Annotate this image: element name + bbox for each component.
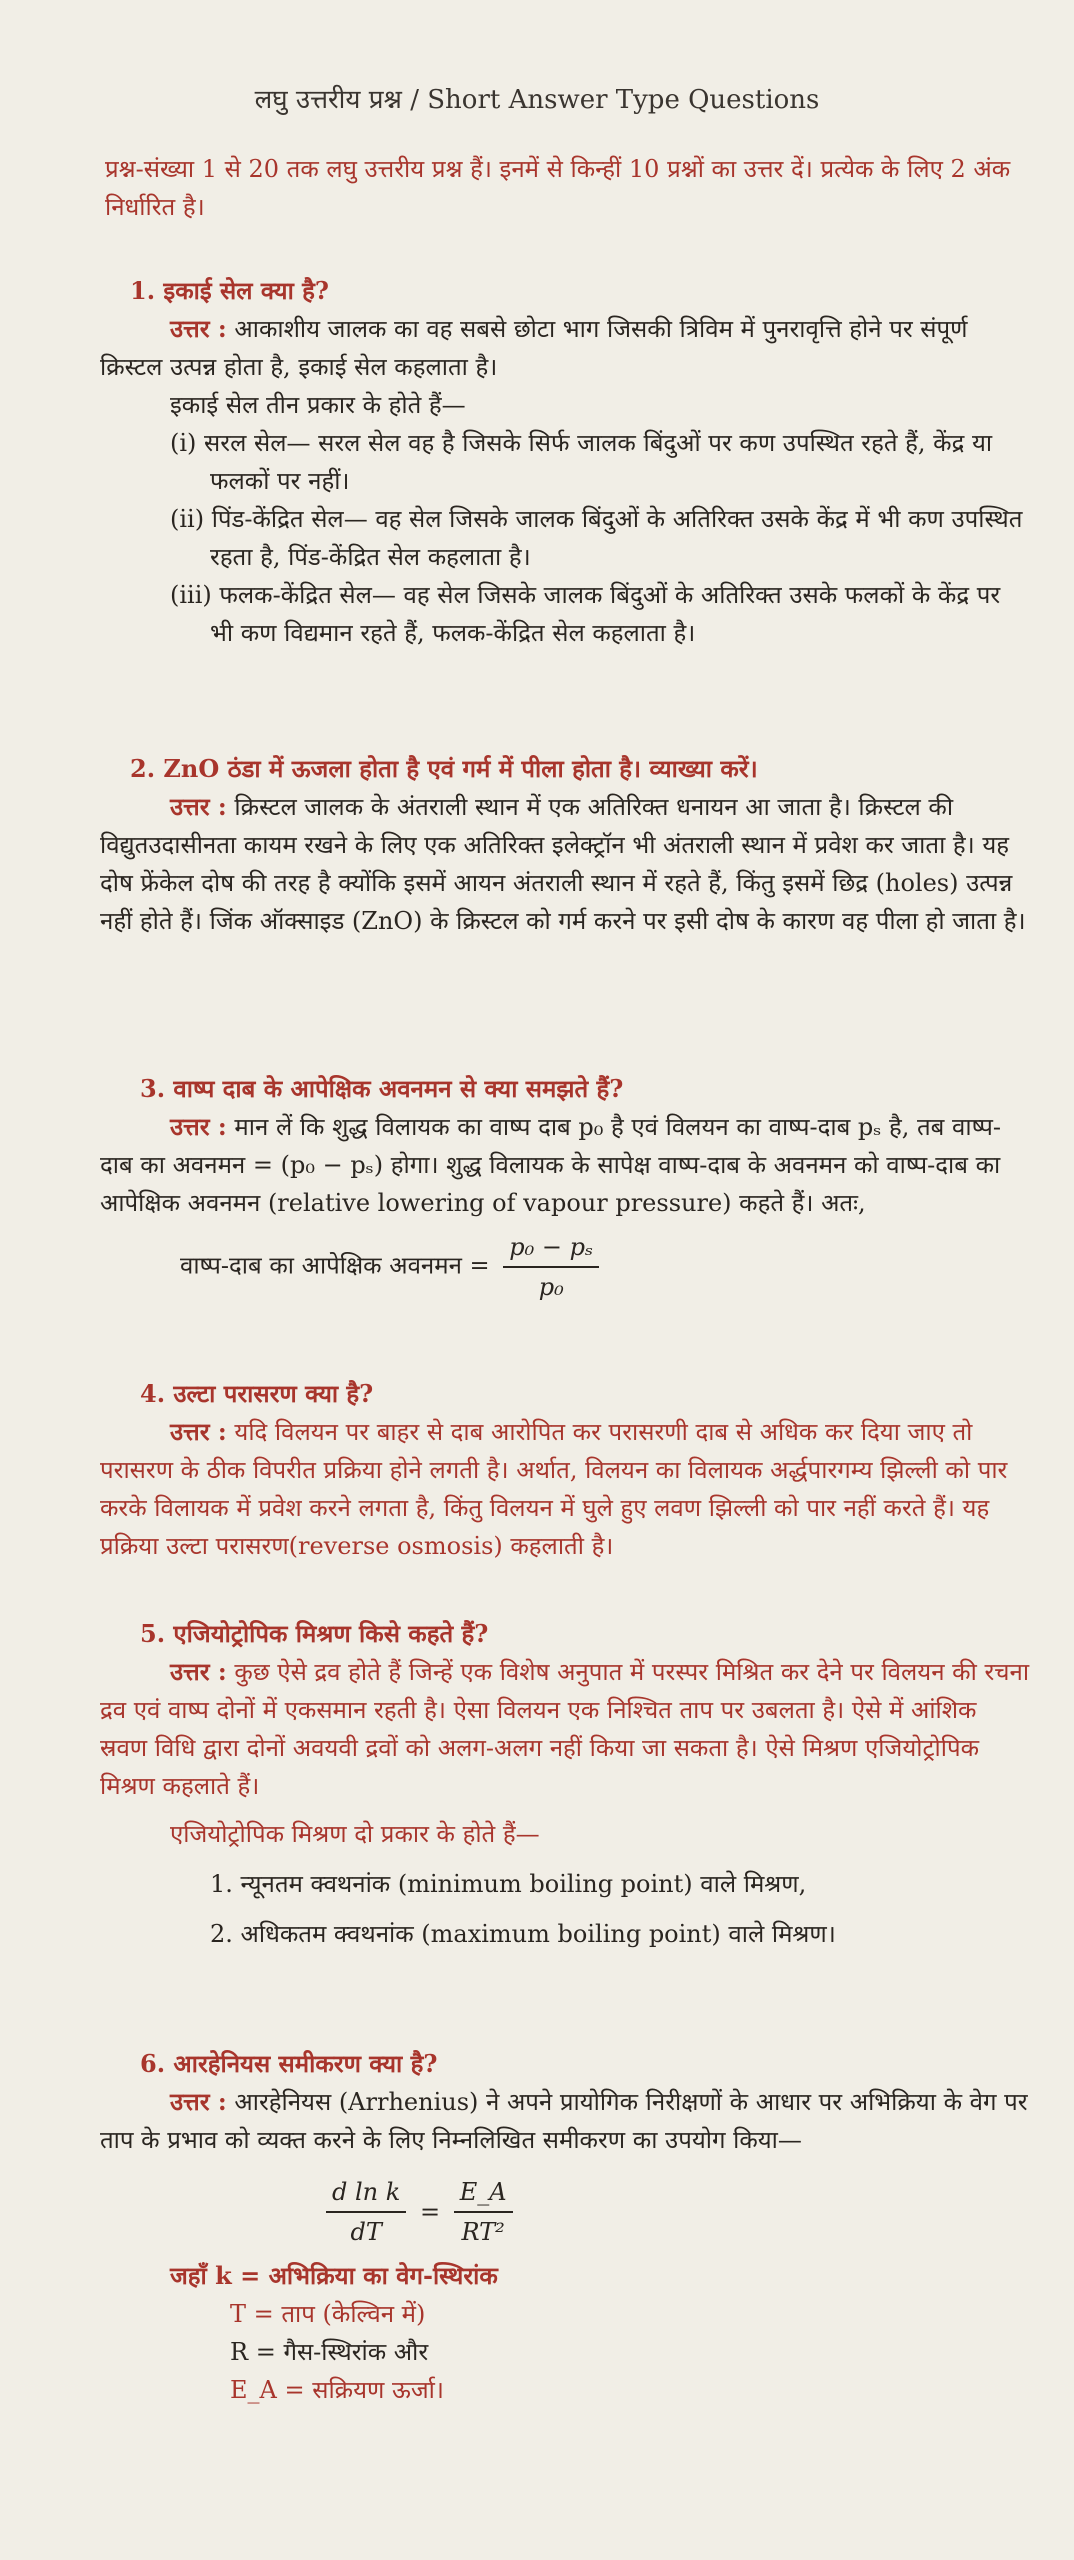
answer-label: उत्तर : bbox=[170, 314, 227, 343]
answer-label: उत्तर : bbox=[170, 1112, 227, 1141]
equation-rhs bbox=[454, 2173, 513, 2251]
equation-definitions bbox=[100, 2257, 1030, 2409]
equation-lhs-numerator: d ln k bbox=[326, 2173, 406, 2213]
q5-item-2: 2. अधिकतम क्वथनांक (maximum boiling point) वाले मिश्रण। bbox=[210, 1920, 836, 1948]
formula-fraction bbox=[503, 1228, 599, 1306]
equation-lhs-denominator: dT bbox=[350, 2218, 382, 2246]
equation-rhs-denominator: RT² bbox=[461, 2218, 505, 2246]
answer-label: उत्तर : bbox=[170, 1657, 227, 1686]
question-2-title: 2. ZnO ठंडा में ऊजला होता है एवं गर्म में पीला होता है। व्याख्या करें। bbox=[130, 754, 758, 783]
answer-4-text: यदि विलयन पर बाहर से दाब आरोपित कर परासरणी दाब से अधिक कर दिया जाए तो परासरण के ठीक विपरीत प्रक्रिया होने लगती है। अर्थात, विलयन का विलायक अर्द्धपारगम्य झिल्ली को पार करके विलायक में प्रवेश करने लगता है, किंतु विलयन में घुले हुए लवण झिल्ली को पार नहीं करते हैं। यह प्रक्रिया उल्टा परासरण(reverse osmosis) कहलाती है। bbox=[100, 1418, 1008, 1560]
q1-item-1: (i) सरल सेल— सरल सेल वह है जिसके सिर्फ जालक बिंदुओं पर कण उपस्थित रहते हैं, केंद्र या फलकों पर नहीं। bbox=[170, 429, 993, 495]
answer-label: उत्तर : bbox=[170, 2087, 227, 2116]
answer-6 bbox=[100, 2083, 1030, 2159]
intro-text: प्रश्न-संख्या 1 से 20 तक लघु उत्तरीय प्रश्न हैं। इनमें से किन्हीं 10 प्रश्नों का उत्तर दें। प्रत्येक के लिए 2 अंक निर्धारित है। bbox=[105, 155, 1011, 221]
answer-1-text: आकाशीय जालक का वह सबसे छोटा भाग जिसकी त्रिविम में पुनरावृत्ति होने पर संपूर्ण क्रिस्टल उत्पन्न होता है, इकाई सेल कहलाता है। bbox=[100, 315, 968, 381]
answer-3 bbox=[100, 1108, 1030, 1222]
formula-relative-lowering bbox=[100, 1228, 1030, 1306]
question-3-title: 3. वाष्प दाब के आपेक्षिक अवनमन से क्या समझते हैं? bbox=[140, 1074, 624, 1103]
answer-label: उत्तर : bbox=[170, 1417, 227, 1446]
question-2 bbox=[100, 750, 1030, 940]
formula-denominator: p₀ bbox=[538, 1273, 564, 1301]
answer-6-text: आरहेनियस (Arrhenius) ने अपने प्रायोगिक निरीक्षणों के आधार पर अभिक्रिया के वेग पर ताप के प्रभाव को व्यक्त करने के लिए निम्नलिखित समीकरण का उपयोग किया— bbox=[100, 2088, 1028, 2154]
answer-1 bbox=[100, 310, 1030, 386]
formula-label: वाष्प-दाब का आपेक्षिक अवनमन = bbox=[180, 1251, 490, 1280]
formula-numerator: p₀ − pₛ bbox=[503, 1228, 599, 1268]
question-4 bbox=[100, 1375, 1030, 1565]
q5-list-intro: एजियोट्रोपिक मिश्रण दो प्रकार के होते हैं— bbox=[170, 1820, 540, 1848]
question-4-title: 4. उल्टा परासरण क्या है? bbox=[140, 1379, 374, 1408]
answer-5 bbox=[100, 1653, 1030, 1805]
equation-rhs-numerator: E_A bbox=[454, 2173, 513, 2213]
question-6-title: 6. आरहेनियस समीकरण क्या है? bbox=[140, 2049, 438, 2078]
arrhenius-equation: $\frac{\text{d ln k}}{dT}$ = $\frac{E\_A}{\text{RT²}}$ bbox=[100, 2173, 1030, 2251]
page-title: लघु उत्तरीय प्रश्न / Short Answer Type Questions bbox=[254, 85, 820, 115]
answer-5-text: कुछ ऐसे द्रव होते हैं जिन्हें एक विशेष अनुपात में परस्पर मिश्रित कर देने पर विलयन की रचना द्रव एवं वाष्प दोनों में एकसमान रहती है। ऐसा विलयन एक निश्चित ताप पर उबलता है। ऐसे में आंशिक स्रवण विधि द्वारा दोनों अवयवी द्रवों को अलग-अलग नहीं किया जा सकता है। ऐसे मिश्रण एजियोट्रोपिक मिश्रण कहलाते हैं। bbox=[100, 1658, 1030, 1800]
question-3 bbox=[100, 1070, 1030, 1306]
q1-item-3: (iii) फलक-केंद्रित सेल— वह सेल जिसके जालक बिंदुओं के अतिरिक्त उसके फलकों के केंद्र पर भी कण विद्यमान रहते हैं, फलक-केंद्रित सेल कहलाता है। bbox=[170, 581, 1001, 647]
q5-item-1: 1. न्यूनतम क्वथनांक (minimum boiling point) वाले मिश्रण, bbox=[210, 1870, 807, 1898]
def-r: R = गैस-स्थिरांक और bbox=[230, 2338, 429, 2366]
question-5 bbox=[100, 1615, 1030, 1953]
answer-2-text: क्रिस्टल जालक के अंतराली स्थान में एक अतिरिक्त धनायन आ जाता है। क्रिस्टल की विद्युतउदासीनता कायम रखने के लिए एक अतिरिक्त इलेक्ट्रॉन भी अंतराली स्थान में प्रवेश कर जाता है। यह दोष फ्रेंकेल दोष की तरह है क्योंकि इसमें आयन अंतराली स्थान में रहते हैं, किंतु इसमें छिद्र (holes) उत्पन्न नहीं होते हैं। जिंक ऑक्साइड (ZnO) के क्रिस्टल को गर्म करने पर इसी दोष के कारण वह पीला हो जाता है। bbox=[100, 793, 1026, 935]
answer-3-text: मान लें कि शुद्ध विलायक का वाष्प दाब p₀ है एवं विलयन का वाष्प-दाब pₛ है, तब वाष्प-दाब का अवनमन = (p₀ − pₛ) होगा। शुद्ध विलायक के सापेक्ष वाष्प-दाब के अवनमन को वाष्प-दाब का आपेक्षिक अवनमन (relative lowering of vapour pressure) कहते हैं। अतः, bbox=[100, 1113, 1002, 1217]
answer-4 bbox=[100, 1413, 1030, 1565]
def-ea: E_A = सक्रियण ऊर्जा। bbox=[230, 2376, 444, 2404]
question-6 bbox=[100, 2045, 1030, 2409]
question-5-title: 5. एजियोट्रोपिक मिश्रण किसे कहते हैं? bbox=[140, 1619, 489, 1648]
q1-item-2: (ii) पिंड-केंद्रित सेल— वह सेल जिसके जालक बिंदुओं के अतिरिक्त उसके केंद्र में भी कण उपस्थित रहता है, पिंड-केंद्रित सेल कहलाता है। bbox=[170, 505, 1023, 571]
question-1 bbox=[100, 272, 1030, 652]
equation-lhs bbox=[326, 2173, 406, 2251]
answer-2 bbox=[100, 788, 1030, 940]
def-k: जहाँ k = अभिक्रिया का वेग-स्थिरांक bbox=[170, 2261, 498, 2290]
def-t: T = ताप (केल्विन में) bbox=[230, 2300, 426, 2328]
answer-label: उत्तर : bbox=[170, 792, 227, 821]
q1-list-intro: इकाई सेल तीन प्रकार के होते हैं— bbox=[170, 391, 466, 419]
question-1-title: 1. इकाई सेल क्या है? bbox=[130, 276, 329, 305]
